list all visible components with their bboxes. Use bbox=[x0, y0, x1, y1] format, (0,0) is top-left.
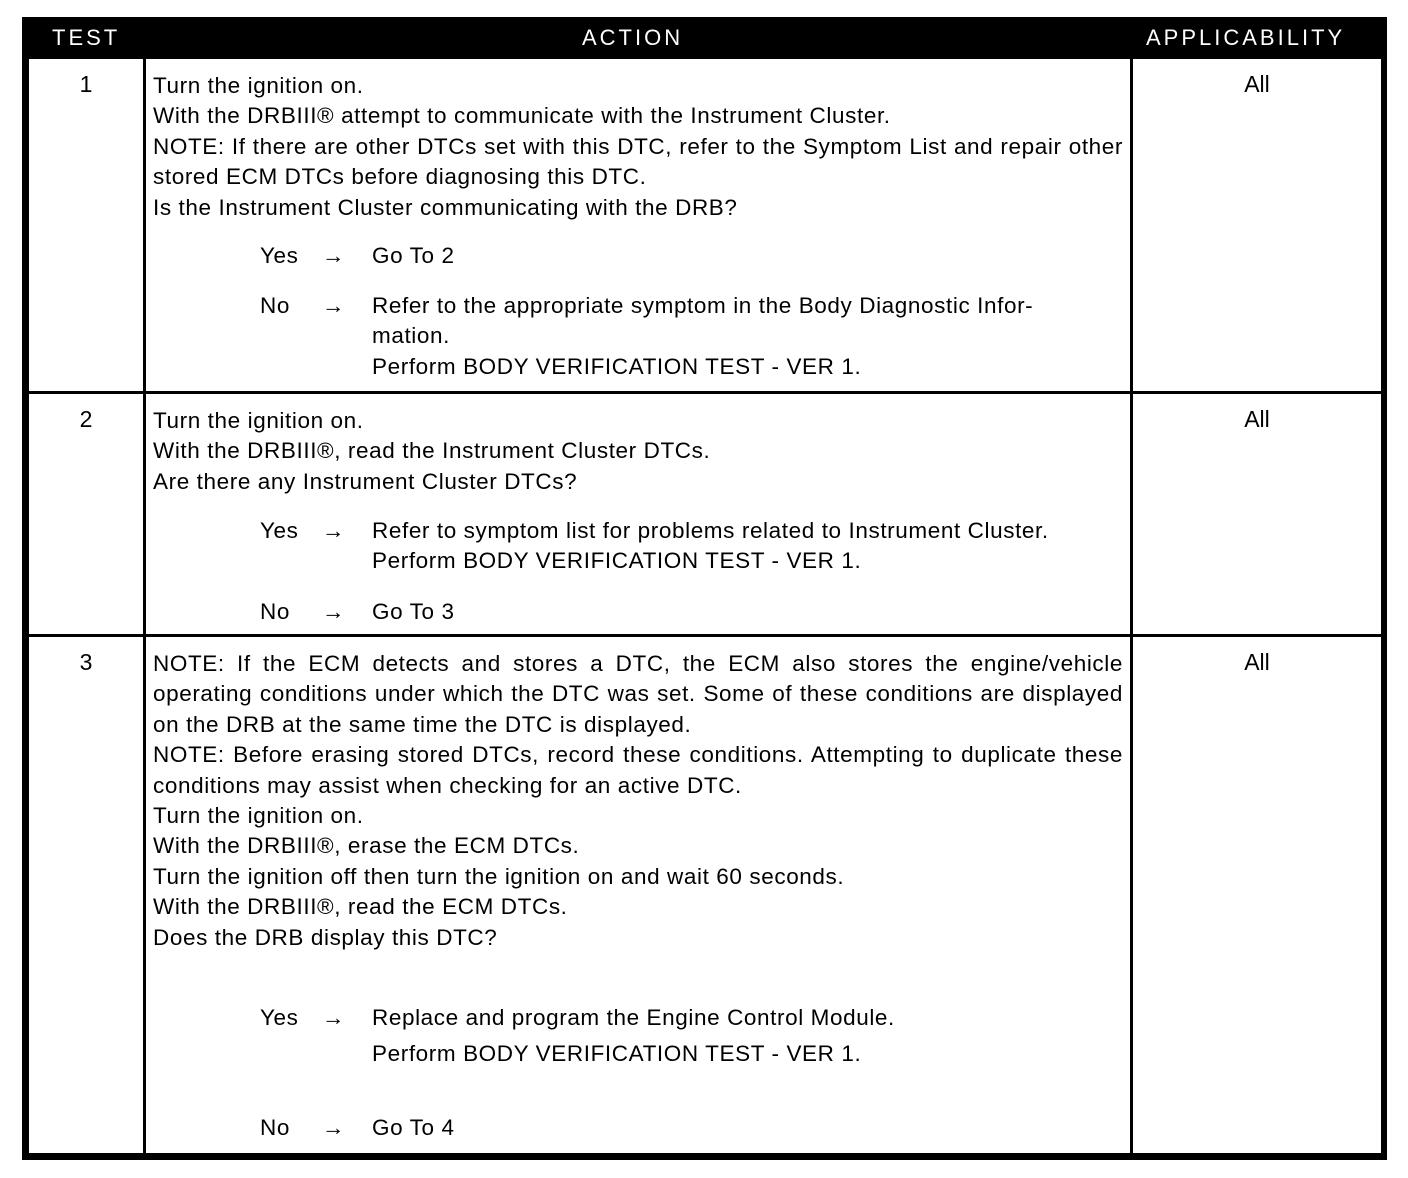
action-note: NOTE: If there are other DTCs set with this DTC, refer to the Symptom List and repair other stored ECM DTCs before diagnosing this DTC. bbox=[153, 133, 1123, 190]
diagnostic-table bbox=[22, 17, 1387, 1160]
action-question: Does the DRB display this DTC? bbox=[153, 924, 498, 950]
action-line: Turn the ignition on. bbox=[153, 73, 364, 98]
action-line: Turn the ignition on. bbox=[153, 803, 364, 829]
action-line: With the DRBIII® attempt to communicate with the Instrument Cluster. bbox=[153, 103, 891, 129]
test-number: 2 bbox=[79, 406, 93, 432]
action-line: With the DRBIII®, erase the ECM DTCs. bbox=[153, 833, 580, 859]
table-row-2 bbox=[29, 394, 1381, 634]
action-question: Is the Instrument Cluster communicating with the DRB? bbox=[153, 194, 738, 220]
action-line: Turn the ignition on. bbox=[153, 408, 364, 433]
action-question: Are there any Instrument Cluster DTCs? bbox=[153, 468, 578, 494]
action-cell: Turn the ignition on. With the DRBIII®, read the Instrument Cluster DTCs. Are there any Instrument Cluster DTCs? Yes → Refer to symptom list for problems related to Instrument Cluster. Perform BODY VERIFICATION TEST - VER 1. No → Go To 3 bbox=[146, 394, 1130, 634]
action-cell: NOTE: If the ECM detects and stores a DTC, the ECM also stores the engine/vehicle operating conditions under which the DTC was set. Some of these conditions are displayed on the DRB at the same time the DTC is displayed. NOTE: Before erasing stored DTCs, record these conditions. Attempting to duplicate these conditions may assist when checking for an active DTC. Turn the ignition on. With the DRBIII®, erase the ECM DTCs. Turn the ignition off then turn the ignition on and wait 60 seconds. With the DRBIII®, read the ECM DTCs. Does the DRB display this DTC? Yes → Replace and program the Engine Control Module. Perform BODY VERIFICATION TEST - VER 1. No → Go To 4 bbox=[146, 637, 1130, 1153]
action-note: NOTE: If the ECM detects and stores a DTC, the ECM also stores the engine/vehicle operating conditions under which the DTC was set. Some of these conditions are displayed on the DRB at the same time the DTC is displayed. bbox=[153, 651, 1123, 737]
header-applicability: APPLICABILITY bbox=[1146, 25, 1346, 50]
arrow-right-icon: → bbox=[322, 1005, 346, 1030]
header-action: ACTION bbox=[582, 25, 684, 50]
applicability-value: All bbox=[1244, 406, 1270, 432]
table-row-3 bbox=[29, 637, 1381, 1153]
action-line: Turn the ignition off then turn the ignition on and wait 60 seconds. bbox=[153, 863, 845, 889]
arrow-right-icon: → bbox=[322, 243, 346, 268]
header-test: TEST bbox=[52, 25, 121, 50]
action-note: NOTE: Before erasing stored DTCs, record these conditions. Attempting to duplicate these conditions may assist when checking for an active DTC. bbox=[153, 742, 1123, 798]
action-line: With the DRBIII®, read the ECM DTCs. bbox=[153, 894, 568, 920]
action-line: With the DRBIII®, read the Instrument Cluster DTCs. bbox=[153, 438, 711, 464]
arrow-right-icon: → bbox=[322, 599, 346, 624]
applicability-value: All bbox=[1244, 649, 1270, 675]
table-row-1 bbox=[29, 59, 1381, 391]
test-number: 3 bbox=[79, 649, 93, 675]
arrow-right-icon: → bbox=[322, 1115, 346, 1140]
arrow-right-icon: → bbox=[322, 293, 346, 318]
applicability-value: All bbox=[1244, 71, 1270, 97]
table-header bbox=[22, 17, 1387, 57]
action-cell: Turn the ignition on. With the DRBIII® attempt to communicate with the Instrument Cluster. NOTE: If there are other DTCs set with this DTC, refer to the Symptom List and repair other stored ECM DTCs before diagnosing this DTC. Is the Instrument Cluster communicating with the DRB? Yes → Go To 2 No → Refer to the appropriate symptom in the Body Diagnostic Infor- mation. Perform BODY VERIFICATION TEST - VER 1. bbox=[153, 73, 1123, 379]
test-number: 1 bbox=[79, 71, 93, 97]
arrow-right-icon: → bbox=[322, 518, 346, 543]
